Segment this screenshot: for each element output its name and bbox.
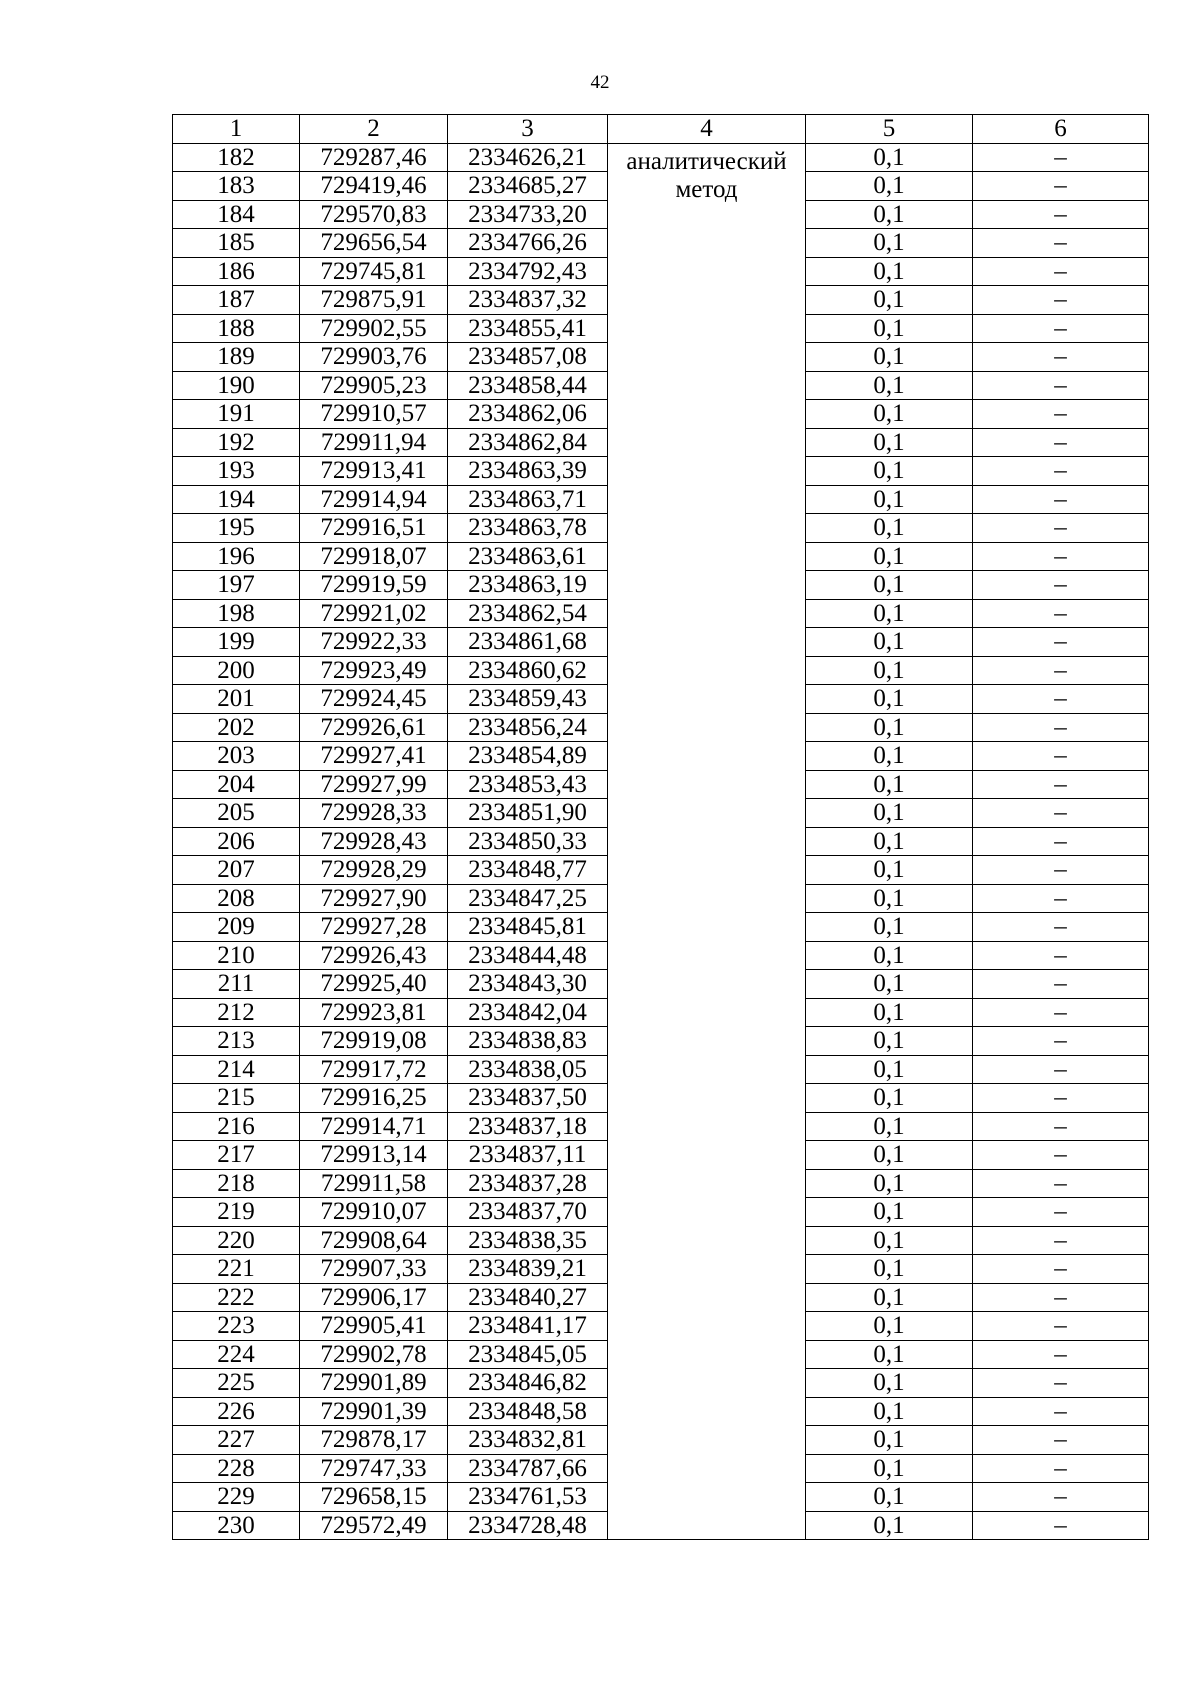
error-cell: 0,1	[806, 143, 973, 172]
y-coordinate-cell: 2334856,24	[448, 713, 608, 742]
error-cell: 0,1	[806, 286, 973, 315]
x-coordinate-cell: 729916,51	[300, 514, 448, 543]
note-cell: –	[973, 1312, 1149, 1341]
note-cell: –	[973, 628, 1149, 657]
point-number-cell: 220	[173, 1226, 300, 1255]
error-cell: 0,1	[806, 1397, 973, 1426]
x-coordinate-cell: 729907,33	[300, 1255, 448, 1284]
x-coordinate-cell: 729658,15	[300, 1483, 448, 1512]
note-cell: –	[973, 542, 1149, 571]
x-coordinate-cell: 729901,89	[300, 1369, 448, 1398]
point-number-cell: 208	[173, 884, 300, 913]
error-cell: 0,1	[806, 1169, 973, 1198]
note-cell: –	[973, 941, 1149, 970]
note-cell: –	[973, 229, 1149, 258]
x-coordinate-cell: 729747,33	[300, 1454, 448, 1483]
note-cell: –	[973, 457, 1149, 486]
x-coordinate-cell: 729656,54	[300, 229, 448, 258]
error-cell: 0,1	[806, 314, 973, 343]
y-coordinate-cell: 2334837,18	[448, 1112, 608, 1141]
note-cell: –	[973, 1340, 1149, 1369]
point-number-cell: 221	[173, 1255, 300, 1284]
note-cell: –	[973, 172, 1149, 201]
note-cell: –	[973, 599, 1149, 628]
y-coordinate-cell: 2334860,62	[448, 656, 608, 685]
point-number-cell: 217	[173, 1141, 300, 1170]
method-text-line: метод	[675, 176, 738, 204]
x-coordinate-cell: 729926,61	[300, 713, 448, 742]
x-coordinate-cell: 729903,76	[300, 343, 448, 372]
x-coordinate-cell: 729902,78	[300, 1340, 448, 1369]
y-coordinate-cell: 2334847,25	[448, 884, 608, 913]
x-coordinate-cell: 729919,08	[300, 1027, 448, 1056]
y-coordinate-cell: 2334761,53	[448, 1483, 608, 1512]
note-cell: –	[973, 913, 1149, 942]
note-cell: –	[973, 770, 1149, 799]
y-coordinate-cell: 2334848,58	[448, 1397, 608, 1426]
x-coordinate-cell: 729875,91	[300, 286, 448, 315]
x-coordinate-cell: 729926,43	[300, 941, 448, 970]
x-coordinate-cell: 729910,57	[300, 400, 448, 429]
note-cell: –	[973, 286, 1149, 315]
point-number-cell: 230	[173, 1511, 300, 1540]
point-number-cell: 211	[173, 970, 300, 999]
y-coordinate-cell: 2334857,08	[448, 343, 608, 372]
note-cell: –	[973, 343, 1149, 372]
x-coordinate-cell: 729910,07	[300, 1198, 448, 1227]
y-coordinate-cell: 2334854,89	[448, 742, 608, 771]
y-coordinate-cell: 2334832,81	[448, 1426, 608, 1455]
y-coordinate-cell: 2334855,41	[448, 314, 608, 343]
point-number-cell: 195	[173, 514, 300, 543]
note-cell: –	[973, 1198, 1149, 1227]
x-coordinate-cell: 729419,46	[300, 172, 448, 201]
x-coordinate-cell: 729905,23	[300, 371, 448, 400]
point-number-cell: 184	[173, 200, 300, 229]
error-cell: 0,1	[806, 1198, 973, 1227]
point-number-cell: 226	[173, 1397, 300, 1426]
point-number-cell: 215	[173, 1084, 300, 1113]
x-coordinate-cell: 729905,41	[300, 1312, 448, 1341]
y-coordinate-cell: 2334863,19	[448, 571, 608, 600]
point-number-cell: 210	[173, 941, 300, 970]
point-number-cell: 190	[173, 371, 300, 400]
note-cell: –	[973, 856, 1149, 885]
point-number-cell: 219	[173, 1198, 300, 1227]
note-cell: –	[973, 713, 1149, 742]
note-cell: –	[973, 200, 1149, 229]
y-coordinate-cell: 2334626,21	[448, 143, 608, 172]
x-coordinate-cell: 729572,49	[300, 1511, 448, 1540]
table-row	[173, 143, 1149, 172]
page-number: 42	[590, 72, 610, 93]
x-coordinate-cell: 729917,72	[300, 1055, 448, 1084]
y-coordinate-cell: 2334840,27	[448, 1283, 608, 1312]
error-cell: 0,1	[806, 571, 973, 600]
error-cell: 0,1	[806, 799, 973, 828]
note-cell: –	[973, 685, 1149, 714]
error-cell: 0,1	[806, 1312, 973, 1341]
point-number-cell: 196	[173, 542, 300, 571]
error-cell: 0,1	[806, 1055, 973, 1084]
point-number-cell: 198	[173, 599, 300, 628]
y-coordinate-cell: 2334862,06	[448, 400, 608, 429]
point-number-cell: 205	[173, 799, 300, 828]
error-cell: 0,1	[806, 1112, 973, 1141]
point-number-cell: 183	[173, 172, 300, 201]
x-coordinate-cell: 729916,25	[300, 1084, 448, 1113]
error-cell: 0,1	[806, 599, 973, 628]
x-coordinate-cell: 729928,33	[300, 799, 448, 828]
point-number-cell: 212	[173, 998, 300, 1027]
x-coordinate-cell: 729911,58	[300, 1169, 448, 1198]
point-number-cell: 206	[173, 827, 300, 856]
error-cell: 0,1	[806, 742, 973, 771]
error-cell: 0,1	[806, 1141, 973, 1170]
table-body	[173, 143, 1149, 1540]
x-coordinate-cell: 729913,14	[300, 1141, 448, 1170]
error-cell: 0,1	[806, 514, 973, 543]
error-cell: 0,1	[806, 1511, 973, 1540]
x-coordinate-cell: 729745,81	[300, 257, 448, 286]
y-coordinate-cell: 2334863,39	[448, 457, 608, 486]
header-row	[173, 115, 1149, 144]
note-cell: –	[973, 1255, 1149, 1284]
note-cell: –	[973, 1369, 1149, 1398]
error-cell: 0,1	[806, 428, 973, 457]
y-coordinate-cell: 2334843,30	[448, 970, 608, 999]
note-cell: –	[973, 371, 1149, 400]
y-coordinate-cell: 2334837,70	[448, 1198, 608, 1227]
error-cell: 0,1	[806, 1255, 973, 1284]
y-coordinate-cell: 2334839,21	[448, 1255, 608, 1284]
coordinates-table	[172, 114, 1149, 1540]
note-cell: –	[973, 514, 1149, 543]
error-cell: 0,1	[806, 542, 973, 571]
y-coordinate-cell: 2334858,44	[448, 371, 608, 400]
column-header-4: 4	[608, 115, 806, 144]
error-cell: 0,1	[806, 941, 973, 970]
point-number-cell: 189	[173, 343, 300, 372]
error-cell: 0,1	[806, 713, 973, 742]
point-number-cell: 193	[173, 457, 300, 486]
point-number-cell: 223	[173, 1312, 300, 1341]
point-number-cell: 225	[173, 1369, 300, 1398]
note-cell: –	[973, 1283, 1149, 1312]
x-coordinate-cell: 729922,33	[300, 628, 448, 657]
x-coordinate-cell: 729925,40	[300, 970, 448, 999]
y-coordinate-cell: 2334838,35	[448, 1226, 608, 1255]
note-cell: –	[973, 884, 1149, 913]
note-cell: –	[973, 1027, 1149, 1056]
point-number-cell: 218	[173, 1169, 300, 1198]
x-coordinate-cell: 729908,64	[300, 1226, 448, 1255]
y-coordinate-cell: 2334845,05	[448, 1340, 608, 1369]
note-cell: –	[973, 799, 1149, 828]
note-cell: –	[973, 1055, 1149, 1084]
note-cell: –	[973, 143, 1149, 172]
y-coordinate-cell: 2334841,17	[448, 1312, 608, 1341]
error-cell: 0,1	[806, 457, 973, 486]
x-coordinate-cell: 729914,94	[300, 485, 448, 514]
x-coordinate-cell: 729878,17	[300, 1426, 448, 1455]
error-cell: 0,1	[806, 200, 973, 229]
column-header-5: 5	[806, 115, 973, 144]
error-cell: 0,1	[806, 1084, 973, 1113]
error-cell: 0,1	[806, 1454, 973, 1483]
method-cell	[608, 143, 806, 1540]
point-number-cell: 222	[173, 1283, 300, 1312]
point-number-cell: 202	[173, 713, 300, 742]
error-cell: 0,1	[806, 685, 973, 714]
error-cell: 0,1	[806, 628, 973, 657]
point-number-cell: 199	[173, 628, 300, 657]
x-coordinate-cell: 729927,28	[300, 913, 448, 942]
point-number-cell: 192	[173, 428, 300, 457]
point-number-cell: 213	[173, 1027, 300, 1056]
y-coordinate-cell: 2334838,05	[448, 1055, 608, 1084]
error-cell: 0,1	[806, 1283, 973, 1312]
y-coordinate-cell: 2334861,68	[448, 628, 608, 657]
error-cell: 0,1	[806, 856, 973, 885]
y-coordinate-cell: 2334837,11	[448, 1141, 608, 1170]
note-cell: –	[973, 1112, 1149, 1141]
x-coordinate-cell: 729913,41	[300, 457, 448, 486]
y-coordinate-cell: 2334837,32	[448, 286, 608, 315]
note-cell: –	[973, 1454, 1149, 1483]
y-coordinate-cell: 2334863,71	[448, 485, 608, 514]
x-coordinate-cell: 729906,17	[300, 1283, 448, 1312]
y-coordinate-cell: 2334850,33	[448, 827, 608, 856]
x-coordinate-cell: 729919,59	[300, 571, 448, 600]
y-coordinate-cell: 2334844,48	[448, 941, 608, 970]
note-cell: –	[973, 257, 1149, 286]
note-cell: –	[973, 970, 1149, 999]
error-cell: 0,1	[806, 400, 973, 429]
error-cell: 0,1	[806, 371, 973, 400]
x-coordinate-cell: 729921,02	[300, 599, 448, 628]
column-header-2: 2	[300, 115, 448, 144]
y-coordinate-cell: 2334848,77	[448, 856, 608, 885]
error-cell: 0,1	[806, 884, 973, 913]
note-cell: –	[973, 1141, 1149, 1170]
table-header	[173, 115, 1149, 144]
error-cell: 0,1	[806, 913, 973, 942]
error-cell: 0,1	[806, 172, 973, 201]
note-cell: –	[973, 742, 1149, 771]
error-cell: 0,1	[806, 1483, 973, 1512]
y-coordinate-cell: 2334842,04	[448, 998, 608, 1027]
note-cell: –	[973, 827, 1149, 856]
point-number-cell: 209	[173, 913, 300, 942]
point-number-cell: 227	[173, 1426, 300, 1455]
error-cell: 0,1	[806, 229, 973, 258]
note-cell: –	[973, 1483, 1149, 1512]
y-coordinate-cell: 2334728,48	[448, 1511, 608, 1540]
x-coordinate-cell: 729927,99	[300, 770, 448, 799]
note-cell: –	[973, 1084, 1149, 1113]
note-cell: –	[973, 1511, 1149, 1540]
y-coordinate-cell: 2334837,50	[448, 1084, 608, 1113]
note-cell: –	[973, 656, 1149, 685]
error-cell: 0,1	[806, 1369, 973, 1398]
point-number-cell: 203	[173, 742, 300, 771]
x-coordinate-cell: 729924,45	[300, 685, 448, 714]
point-number-cell: 185	[173, 229, 300, 258]
y-coordinate-cell: 2334792,43	[448, 257, 608, 286]
x-coordinate-cell: 729918,07	[300, 542, 448, 571]
y-coordinate-cell: 2334838,83	[448, 1027, 608, 1056]
y-coordinate-cell: 2334862,84	[448, 428, 608, 457]
x-coordinate-cell: 729914,71	[300, 1112, 448, 1141]
point-number-cell: 216	[173, 1112, 300, 1141]
x-coordinate-cell: 729928,29	[300, 856, 448, 885]
x-coordinate-cell: 729911,94	[300, 428, 448, 457]
x-coordinate-cell: 729287,46	[300, 143, 448, 172]
error-cell: 0,1	[806, 1426, 973, 1455]
note-cell: –	[973, 1226, 1149, 1255]
error-cell: 0,1	[806, 970, 973, 999]
point-number-cell: 186	[173, 257, 300, 286]
x-coordinate-cell: 729923,81	[300, 998, 448, 1027]
y-coordinate-cell: 2334845,81	[448, 913, 608, 942]
x-coordinate-cell: 729927,90	[300, 884, 448, 913]
note-cell: –	[973, 1426, 1149, 1455]
x-coordinate-cell: 729570,83	[300, 200, 448, 229]
point-number-cell: 214	[173, 1055, 300, 1084]
y-coordinate-cell: 2334862,54	[448, 599, 608, 628]
x-coordinate-cell: 729923,49	[300, 656, 448, 685]
y-coordinate-cell: 2334837,28	[448, 1169, 608, 1198]
column-header-1: 1	[173, 115, 300, 144]
x-coordinate-cell: 729928,43	[300, 827, 448, 856]
point-number-cell: 194	[173, 485, 300, 514]
error-cell: 0,1	[806, 257, 973, 286]
note-cell: –	[973, 485, 1149, 514]
error-cell: 0,1	[806, 770, 973, 799]
x-coordinate-cell: 729901,39	[300, 1397, 448, 1426]
point-number-cell: 182	[173, 143, 300, 172]
column-header-6: 6	[973, 115, 1149, 144]
x-coordinate-cell: 729927,41	[300, 742, 448, 771]
error-cell: 0,1	[806, 998, 973, 1027]
error-cell: 0,1	[806, 656, 973, 685]
note-cell: –	[973, 400, 1149, 429]
note-cell: –	[973, 428, 1149, 457]
note-cell: –	[973, 571, 1149, 600]
error-cell: 0,1	[806, 1340, 973, 1369]
error-cell: 0,1	[806, 343, 973, 372]
point-number-cell: 204	[173, 770, 300, 799]
point-number-cell: 191	[173, 400, 300, 429]
error-cell: 0,1	[806, 1027, 973, 1056]
point-number-cell: 228	[173, 1454, 300, 1483]
point-number-cell: 188	[173, 314, 300, 343]
point-number-cell: 197	[173, 571, 300, 600]
y-coordinate-cell: 2334851,90	[448, 799, 608, 828]
point-number-cell: 207	[173, 856, 300, 885]
y-coordinate-cell: 2334766,26	[448, 229, 608, 258]
x-coordinate-cell: 729902,55	[300, 314, 448, 343]
note-cell: –	[973, 1169, 1149, 1198]
y-coordinate-cell: 2334787,66	[448, 1454, 608, 1483]
y-coordinate-cell: 2334685,27	[448, 172, 608, 201]
y-coordinate-cell: 2334853,43	[448, 770, 608, 799]
error-cell: 0,1	[806, 1226, 973, 1255]
method-text-line: аналитический	[626, 147, 787, 175]
y-coordinate-cell: 2334733,20	[448, 200, 608, 229]
y-coordinate-cell: 2334846,82	[448, 1369, 608, 1398]
note-cell: –	[973, 1397, 1149, 1426]
error-cell: 0,1	[806, 485, 973, 514]
point-number-cell: 187	[173, 286, 300, 315]
column-header-3: 3	[448, 115, 608, 144]
y-coordinate-cell: 2334859,43	[448, 685, 608, 714]
point-number-cell: 200	[173, 656, 300, 685]
error-cell: 0,1	[806, 827, 973, 856]
note-cell: –	[973, 998, 1149, 1027]
point-number-cell: 229	[173, 1483, 300, 1512]
note-cell: –	[973, 314, 1149, 343]
point-number-cell: 201	[173, 685, 300, 714]
point-number-cell: 224	[173, 1340, 300, 1369]
y-coordinate-cell: 2334863,78	[448, 514, 608, 543]
y-coordinate-cell: 2334863,61	[448, 542, 608, 571]
